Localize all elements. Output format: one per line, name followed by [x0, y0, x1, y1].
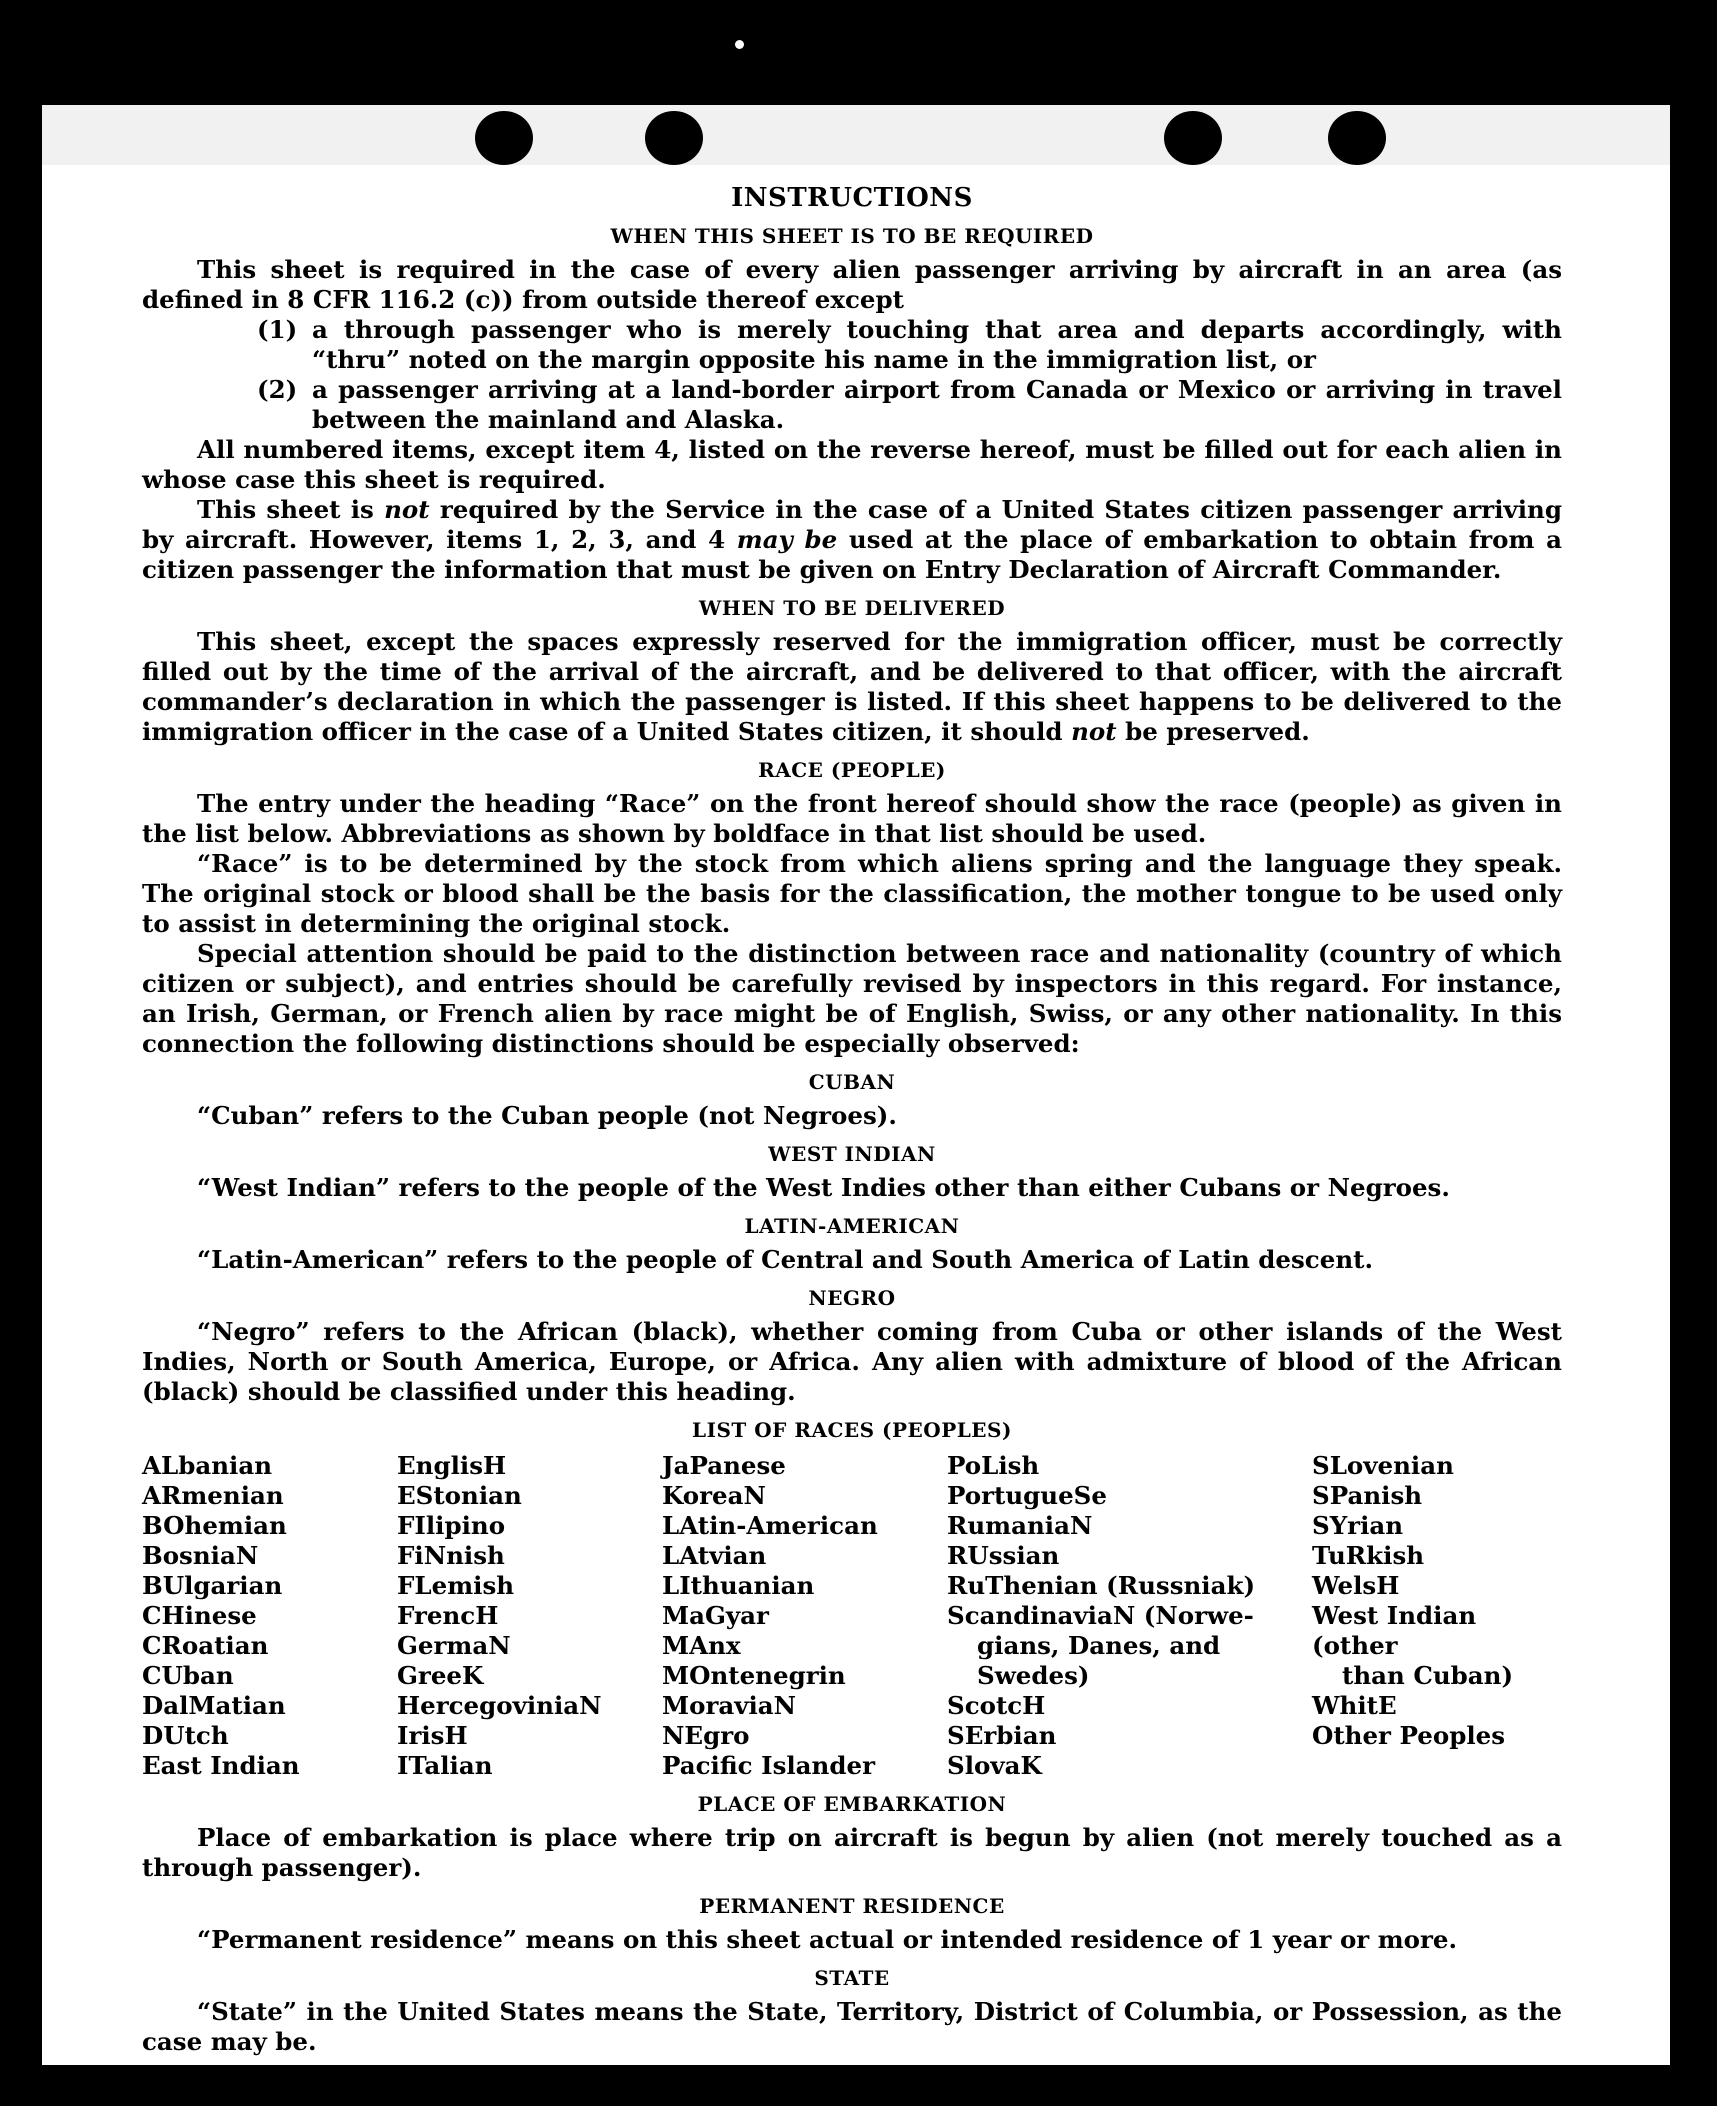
numbered-item: [257, 375, 1562, 435]
race-entry: KoreaN: [662, 1481, 766, 1510]
paragraph: All numbered items, except item 4, listed on the reverse hereof, must be filled out for each alien in whose case this sheet is required.: [142, 435, 1562, 494]
race-entry: JaPanese: [662, 1451, 786, 1480]
item-number: (2): [257, 375, 298, 404]
document-content: [142, 183, 1562, 2057]
paragraph: “Latin-American” refers to the people of Central and South America of Latin descent.: [197, 1245, 1373, 1274]
document-sheet: [42, 105, 1670, 2065]
race-entry: BosniaN: [142, 1541, 259, 1570]
document-title: INSTRUCTIONS: [731, 183, 973, 213]
race-entry: Other Peoples: [1312, 1721, 1506, 1750]
race-entry: GreeK: [397, 1661, 484, 1690]
race-entry: LAtin-American: [662, 1511, 878, 1540]
races-group: [1312, 1661, 1562, 1691]
heading-latin-american: LATIN-AMERICAN: [744, 1214, 960, 1238]
race-entry: West Indian (other: [1312, 1601, 1477, 1660]
text-run: required by the Service in the case of a United States citizen passenger arriving by aircraft. However, items 1, 2, 3, and 4: [142, 495, 1562, 554]
race-entry: FrencH: [397, 1601, 499, 1630]
heading-west-indian: WEST INDIAN: [768, 1142, 936, 1166]
punch-hole: [645, 111, 703, 165]
races-list: [142, 1451, 1562, 1781]
punch-hole: [475, 111, 533, 165]
heading-embarkation: PLACE OF EMBARKATION: [697, 1792, 1007, 1816]
races-group: [947, 1451, 1312, 1631]
race-entry: RumaniaN: [947, 1511, 1093, 1540]
emphasis: may be: [736, 525, 838, 554]
race-entry: BUlgarian: [142, 1571, 283, 1600]
race-entry: SYrian: [1312, 1511, 1404, 1540]
item-text: a through passenger who is merely touching that area and departs accordingly, with “thru” noted on the margin opposite his name in the immigration list, or: [312, 315, 1562, 374]
races-group: [1312, 1691, 1562, 1751]
paragraph: “Cuban” refers to the Cuban people (not Negroes).: [197, 1101, 897, 1130]
race-entry: MoraviaN: [662, 1691, 797, 1720]
races-column: [142, 1451, 397, 1781]
race-entry: Pacific Islander: [662, 1751, 875, 1780]
heading-permanent-residence: PERMANENT RESIDENCE: [699, 1894, 1005, 1918]
paragraph: [142, 495, 1562, 585]
paragraph: “West Indian” refers to the people of the West Indies other than either Cubans or Negroes.: [197, 1173, 1450, 1202]
paragraph: “Permanent residence” means on this sheet actual or intended residence of 1 year or more.: [197, 1925, 1458, 1954]
paragraph: Special attention should be paid to the distinction between race and nationality (country of which citizen or subject), and entries should be carefully revised by inspectors in this regard. For instance, an Irish, German, or French alien by race might be of English, Swiss, or any other nationality. In this connection the following distinctions should be especially observed:: [142, 939, 1562, 1058]
heading-race: RACE (PEOPLE): [758, 758, 946, 782]
heading-when-delivered: WHEN TO BE DELIVERED: [698, 596, 1006, 620]
race-entry: MOntenegrin: [662, 1661, 846, 1690]
race-entry: IrisH: [397, 1721, 468, 1750]
sheet-top-band: [42, 105, 1670, 165]
race-entry: WelsH: [1312, 1571, 1400, 1600]
race-entry: CHinese: [142, 1601, 257, 1630]
race-entry: ALbanian: [142, 1451, 273, 1480]
paragraph: Place of embarkation is place where trip on aircraft is begun by alien (not merely touched as a through passenger).: [142, 1823, 1562, 1882]
paragraph: This sheet is required in the case of every alien passenger arriving by aircraft in an area (as defined in 8 CFR 116.2 (c)) from outside thereof except: [142, 255, 1562, 314]
race-entry: Swedes): [977, 1661, 1090, 1690]
heading-negro: NEGRO: [808, 1286, 896, 1310]
text-run: This sheet, except the spaces expressly reserved for the immigration officer, must be correctly filled out by the time of the arrival of the aircraft, and be delivered to that officer, with the aircraft commander’s declaration in which the passenger is listed. If this sheet happens to be delivered to the immigration officer in the case of a United States citizen, it should: [142, 627, 1562, 746]
item-number: (1): [257, 315, 298, 344]
race-entry: FiNnish: [397, 1541, 505, 1570]
paragraph: “State” in the United States means the State, Territory, District of Columbia, or Possession, as the case may be.: [142, 1997, 1562, 2056]
races-column: [947, 1451, 1312, 1781]
race-entry: MaGyar: [662, 1601, 769, 1630]
race-entry: HercegoviniaN: [397, 1691, 602, 1720]
race-entry: SlovaK: [947, 1751, 1042, 1780]
race-entry: GermaN: [397, 1631, 511, 1660]
emphasis: not: [384, 495, 430, 524]
numbered-item: [257, 315, 1562, 375]
race-entry: ScandinaviaN (Norwe-: [947, 1601, 1254, 1630]
race-entry: RuThenian (Russniak): [947, 1571, 1256, 1600]
race-entry: FLemish: [397, 1571, 515, 1600]
punch-hole: [1164, 111, 1222, 165]
race-entry: EStonian: [397, 1481, 522, 1510]
races-column: [1312, 1451, 1562, 1781]
race-entry: than Cuban): [1342, 1661, 1514, 1690]
race-entry: SErbian: [947, 1721, 1057, 1750]
heading-cuban: CUBAN: [808, 1070, 896, 1094]
race-entry: PoLish: [947, 1451, 1040, 1480]
race-entry: LAtvian: [662, 1541, 767, 1570]
races-column: [397, 1451, 662, 1781]
races-group: [947, 1631, 1312, 1691]
paragraph: [142, 627, 1562, 747]
race-entry: BOhemian: [142, 1511, 287, 1540]
race-entry: ScotcH: [947, 1691, 1046, 1720]
race-entry: SPanish: [1312, 1481, 1423, 1510]
race-entry: PortugueSe: [947, 1481, 1107, 1510]
race-entry: ITalian: [397, 1751, 493, 1780]
races-group: [1312, 1451, 1562, 1661]
races-column: [662, 1451, 947, 1781]
paragraph: “Negro” refers to the African (black), whether coming from Cuba or other islands of the West Indies, North or South America, Europe, or Africa. Any alien with admixture of blood of the African (black) should be classified under this heading.: [142, 1317, 1562, 1406]
race-entry: WhitE: [1312, 1691, 1397, 1720]
race-entry: EnglisH: [397, 1451, 507, 1480]
text-run: used at the place of embarkation to obtain from a citizen passenger the information that must be given on Entry Declaration of Aircraft Commander.: [142, 525, 1562, 584]
text-run: This sheet is: [197, 495, 385, 524]
race-entry: TuRkish: [1312, 1541, 1425, 1570]
heading-state: STATE: [814, 1966, 890, 1990]
heading-list-of-races: LIST OF RACES (PEOPLES): [692, 1418, 1012, 1442]
race-entry: SLovenian: [1312, 1451, 1454, 1480]
races-group: [947, 1691, 1312, 1781]
race-entry: NEgro: [662, 1721, 750, 1750]
race-entry: CRoatian: [142, 1631, 269, 1660]
race-entry: LIthuanian: [662, 1571, 815, 1600]
heading-when-required: WHEN THIS SHEET IS TO BE REQUIRED: [610, 224, 1094, 248]
text-run: be preserved.: [1116, 717, 1310, 746]
race-entry: gians, Danes, and: [977, 1631, 1221, 1660]
race-entry: RUssian: [947, 1541, 1060, 1570]
race-entry: FIlipino: [397, 1511, 506, 1540]
punch-hole: [1328, 111, 1386, 165]
race-entry: East Indian: [142, 1751, 300, 1780]
scan-dot: [735, 40, 744, 49]
race-entry: DalMatian: [142, 1691, 286, 1720]
paragraph: “Race” is to be determined by the stock from which aliens spring and the language they speak. The original stock or blood shall be the basis for the classification, the mother tongue to be used only to assist in determining the original stock.: [142, 849, 1562, 938]
emphasis: not: [1071, 717, 1117, 746]
race-entry: ARmenian: [142, 1481, 284, 1510]
paragraph: The entry under the heading “Race” on the front hereof should show the race (people) as given in the list below. Abbreviations as shown by boldface in that list should be used.: [142, 789, 1562, 848]
race-entry: CUban: [142, 1661, 234, 1690]
item-text: a passenger arriving at a land-border airport from Canada or Mexico or arriving in travel between the mainland and Alaska.: [312, 375, 1562, 434]
race-entry: MAnx: [662, 1631, 741, 1660]
race-entry: DUtch: [142, 1721, 229, 1750]
